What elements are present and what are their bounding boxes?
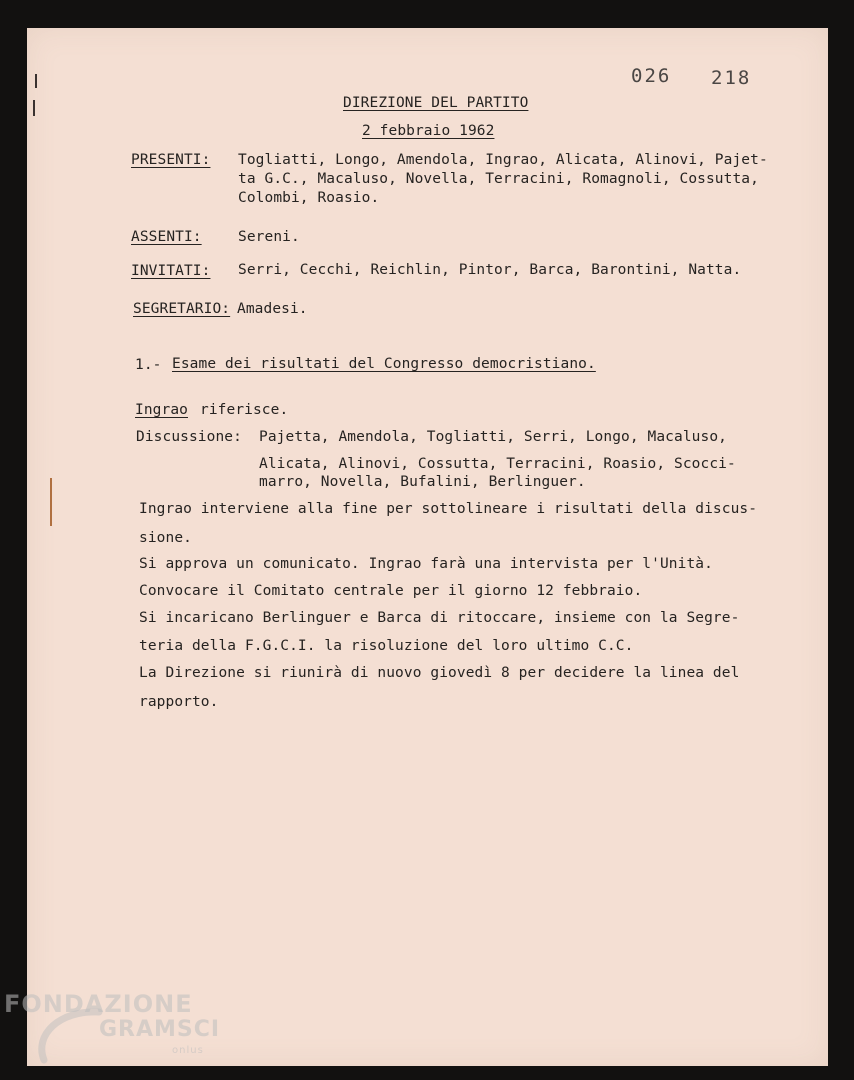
archive-number-right: 218	[711, 67, 752, 89]
margin-tick-mark	[33, 100, 35, 116]
watermark-line3: onlus	[172, 1045, 204, 1056]
agenda-item-number: 1.-	[135, 357, 162, 373]
discussione-line: marro, Novella, Bufalini, Berlinguer.	[259, 474, 586, 490]
discussione-line: Alicata, Alinovi, Cossutta, Terracini, Roasio, Scocci-	[259, 456, 736, 472]
discussione-label: Discussione:	[136, 429, 242, 445]
presenti-line: ta G.C., Macaluso, Novella, Terracini, Romagnoli, Cossutta,	[238, 171, 759, 187]
speaker-name: Ingrao	[135, 402, 188, 418]
assenti-label: ASSENTI:	[131, 229, 202, 245]
assenti-value: Sereni.	[238, 229, 300, 245]
watermark-line1: FONDAZIONE	[4, 990, 193, 1018]
margin-tick-mark	[35, 74, 37, 88]
presenti-line: Colombi, Roasio.	[238, 190, 380, 206]
segretario-value: Amadesi.	[237, 301, 308, 317]
fondazione-gramsci-watermark	[4, 990, 234, 1070]
presenti-label: PRESENTI:	[131, 152, 211, 168]
body-line: rapporto.	[139, 694, 219, 710]
body-line: Convocare il Comitato centrale per il giorno 12 febbraio.	[139, 583, 643, 599]
archive-number-left: 026	[631, 65, 672, 87]
presenti-line: Togliatti, Longo, Amendola, Ingrao, Alicata, Alinovi, Pajet-	[238, 152, 768, 168]
margin-pencil-mark	[50, 478, 52, 526]
agenda-item-title: Esame dei risultati del Congresso democristiano.	[172, 356, 596, 372]
invitati-value: Serri, Cecchi, Reichlin, Pintor, Barca, Barontini, Natta.	[238, 262, 742, 278]
watermark-line2: GRAMSCI	[99, 1017, 221, 1042]
body-line: Si approva un comunicato. Ingrao farà una intervista per l'Unità.	[139, 556, 713, 572]
speaker-action: riferisce.	[200, 402, 289, 418]
body-line: Ingrao interviene alla fine per sottolineare i risultati della discus-	[139, 501, 758, 517]
body-line: La Direzione si riunirà di nuovo giovedì 8 per decidere la linea del	[139, 665, 740, 681]
segretario-label: SEGRETARIO:	[133, 301, 231, 317]
document-page	[27, 28, 828, 1066]
document-date: 2 febbraio 1962	[362, 123, 495, 139]
body-line: sione.	[139, 530, 192, 546]
body-line: Si incaricano Berlinguer e Barca di ritoccare, insieme con la Segre-	[139, 610, 740, 626]
invitati-label: INVITATI:	[131, 263, 211, 279]
document-title: DIREZIONE DEL PARTITO	[343, 95, 529, 111]
discussione-line: Pajetta, Amendola, Togliatti, Serri, Longo, Macaluso,	[259, 429, 727, 445]
body-line: teria della F.G.C.I. la risoluzione del loro ultimo C.C.	[139, 638, 634, 654]
